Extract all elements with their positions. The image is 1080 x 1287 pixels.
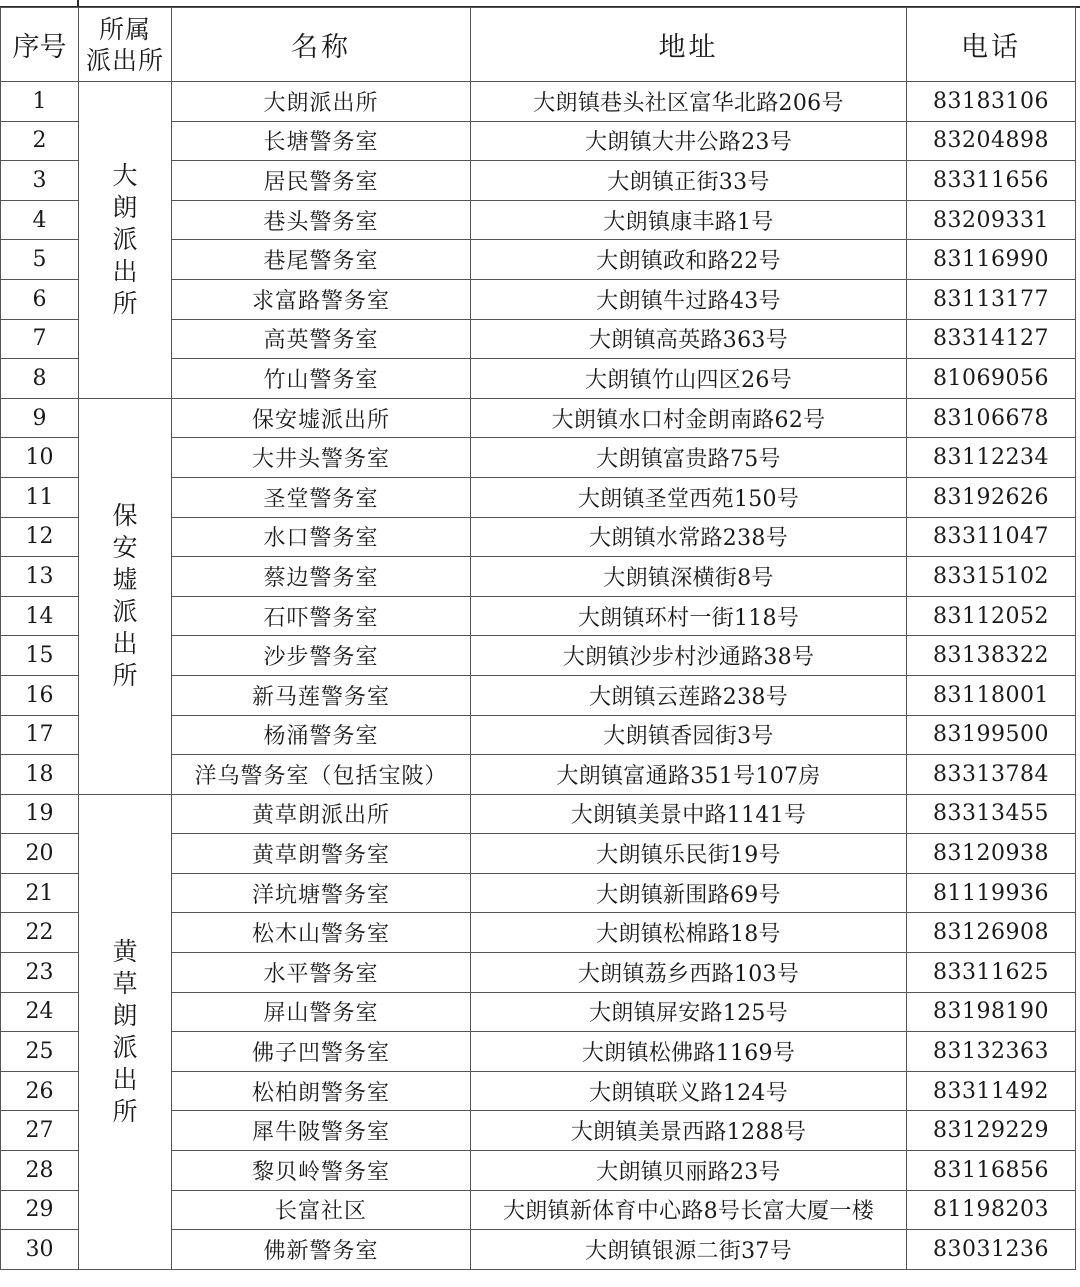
station-label-char: 出 — [112, 1064, 138, 1094]
cell-phone: 83209331 — [907, 200, 1076, 240]
cell-name: 水口警务室 — [172, 517, 471, 557]
cell-address: 大朗镇富通路351号107房 — [471, 755, 907, 795]
cell-address: 大朗镇松棉路18号 — [471, 913, 907, 953]
cell-phone: 83116990 — [907, 240, 1076, 280]
cell-index: 19 — [1, 794, 79, 834]
cell-phone: 81069056 — [907, 359, 1076, 399]
cell-address: 大朗镇新围路69号 — [471, 873, 907, 913]
cell-name: 大朗派出所 — [172, 82, 471, 122]
cell-phone: 83112234 — [907, 438, 1076, 478]
column-header-phone: 电话 — [907, 8, 1076, 82]
station-label-char: 派 — [112, 224, 138, 254]
cell-name: 求富路警务室 — [172, 279, 471, 319]
cell-phone: 83183106 — [907, 82, 1076, 122]
cell-phone: 83315102 — [907, 557, 1076, 597]
cell-index: 25 — [1, 1032, 79, 1072]
cell-index: 12 — [1, 517, 79, 557]
station-label-char: 保 — [112, 501, 138, 531]
cell-station-group — [79, 82, 172, 399]
cell-address: 大朗镇云莲路238号 — [471, 675, 907, 715]
cell-address: 大朗镇银源二街37号 — [471, 1230, 907, 1270]
cell-name: 屏山警务室 — [172, 992, 471, 1032]
table-header-row — [1, 8, 1076, 82]
cell-phone: 83311047 — [907, 517, 1076, 557]
cell-address: 大朗镇香园街3号 — [471, 715, 907, 755]
table-row — [1, 82, 1076, 122]
cell-address: 大朗镇乐民街19号 — [471, 834, 907, 874]
cell-name: 巷头警务室 — [172, 200, 471, 240]
cell-index: 24 — [1, 992, 79, 1032]
cell-phone: 83126908 — [907, 913, 1076, 953]
cell-address: 大朗镇水口村金朗南路62号 — [471, 398, 907, 438]
cell-index: 10 — [1, 438, 79, 478]
cell-phone: 83116856 — [907, 1151, 1076, 1191]
cell-address: 大朗镇政和路22号 — [471, 240, 907, 280]
cell-phone: 83138322 — [907, 636, 1076, 676]
cell-address: 大朗镇水常路238号 — [471, 517, 907, 557]
cell-phone: 83118001 — [907, 675, 1076, 715]
cell-index: 28 — [1, 1151, 79, 1191]
station-vertical-label — [112, 936, 138, 1128]
cell-name: 黄草朗警务室 — [172, 834, 471, 874]
table-row — [1, 794, 1076, 834]
cell-phone: 81198203 — [907, 1190, 1076, 1230]
cell-index: 20 — [1, 834, 79, 874]
cell-address: 大朗镇大井公路23号 — [471, 121, 907, 161]
cell-name: 圣堂警务室 — [172, 477, 471, 517]
cell-address: 大朗镇正街33号 — [471, 161, 907, 201]
cell-name: 长塘警务室 — [172, 121, 471, 161]
cell-phone: 83132363 — [907, 1032, 1076, 1072]
station-label-char: 安 — [112, 533, 138, 563]
cell-index: 4 — [1, 200, 79, 240]
cell-name: 蔡边警务室 — [172, 557, 471, 597]
cell-address: 大朗镇屏安路125号 — [471, 992, 907, 1032]
station-label-char: 草 — [112, 968, 138, 998]
cell-index: 26 — [1, 1071, 79, 1111]
station-vertical-label — [112, 160, 138, 320]
column-header-station-line1: 所属 — [98, 14, 151, 44]
cell-address: 大朗镇牛过路43号 — [471, 279, 907, 319]
cell-name: 黄草朗派出所 — [172, 794, 471, 834]
cell-index: 2 — [1, 121, 79, 161]
station-vertical-label — [112, 500, 138, 692]
cell-index: 21 — [1, 873, 79, 913]
cell-name: 长富社区 — [172, 1190, 471, 1230]
station-label-char: 大 — [112, 160, 138, 190]
cell-index: 22 — [1, 913, 79, 953]
column-header-station — [79, 8, 172, 82]
cell-index: 11 — [1, 477, 79, 517]
cell-index: 15 — [1, 636, 79, 676]
cell-name: 洋乌警务室（包括宝陂） — [172, 755, 471, 795]
cell-name: 沙步警务室 — [172, 636, 471, 676]
cell-index: 30 — [1, 1230, 79, 1270]
police-station-table — [0, 7, 1076, 1270]
cell-name: 佛新警务室 — [172, 1230, 471, 1270]
cell-phone: 83192626 — [907, 477, 1076, 517]
cell-address: 大朗镇美景西路1288号 — [471, 1111, 907, 1151]
cell-phone: 83204898 — [907, 121, 1076, 161]
cell-index: 27 — [1, 1111, 79, 1151]
cell-name: 石吓警务室 — [172, 596, 471, 636]
column-header-station-line2: 派出所 — [85, 45, 164, 75]
cell-name: 松木山警务室 — [172, 913, 471, 953]
cell-address: 大朗镇康丰路1号 — [471, 200, 907, 240]
station-label-char: 所 — [112, 1096, 138, 1126]
station-label-char: 出 — [112, 629, 138, 659]
cell-phone: 83120938 — [907, 834, 1076, 874]
cell-name: 新马莲警务室 — [172, 675, 471, 715]
cell-name: 巷尾警务室 — [172, 240, 471, 280]
cell-station-group — [79, 794, 172, 1269]
cell-phone: 83129229 — [907, 1111, 1076, 1151]
table-body — [1, 82, 1076, 1270]
cell-address: 大朗镇新体育中心路8号长富大厦一楼 — [471, 1190, 907, 1230]
cell-phone: 83199500 — [907, 715, 1076, 755]
cell-address: 大朗镇沙步村沙通路38号 — [471, 636, 907, 676]
cell-address: 大朗镇美景中路1141号 — [471, 794, 907, 834]
cell-name: 高英警务室 — [172, 319, 471, 359]
cell-phone: 83314127 — [907, 319, 1076, 359]
cell-address: 大朗镇深横街8号 — [471, 557, 907, 597]
cell-phone: 83311492 — [907, 1071, 1076, 1111]
cell-name: 松柏朗警务室 — [172, 1071, 471, 1111]
cell-name: 洋坑塘警务室 — [172, 873, 471, 913]
station-label-char: 派 — [112, 1032, 138, 1062]
cell-name: 竹山警务室 — [172, 359, 471, 399]
cell-address: 大朗镇圣堂西苑150号 — [471, 477, 907, 517]
cell-index: 23 — [1, 953, 79, 993]
cell-phone: 83106678 — [907, 398, 1076, 438]
cell-index: 29 — [1, 1190, 79, 1230]
column-header-index: 序号 — [1, 8, 79, 82]
cell-address: 大朗镇联义路124号 — [471, 1071, 907, 1111]
station-label-char: 朗 — [112, 192, 138, 222]
cell-name: 居民警务室 — [172, 161, 471, 201]
cell-address: 大朗镇贝丽路23号 — [471, 1151, 907, 1191]
cell-address: 大朗镇高英路363号 — [471, 319, 907, 359]
cell-address: 大朗镇松佛路1169号 — [471, 1032, 907, 1072]
station-label-char: 派 — [112, 597, 138, 627]
cell-station-group — [79, 398, 172, 794]
cell-address: 大朗镇竹山四区26号 — [471, 359, 907, 399]
column-header-address: 地址 — [471, 8, 907, 82]
station-label-char: 黄 — [112, 936, 138, 966]
cell-index: 14 — [1, 596, 79, 636]
cell-address: 大朗镇巷头社区富华北路206号 — [471, 82, 907, 122]
cell-index: 13 — [1, 557, 79, 597]
cell-name: 水平警务室 — [172, 953, 471, 993]
cell-phone: 83198190 — [907, 992, 1076, 1032]
cell-index: 1 — [1, 82, 79, 122]
station-label-char: 所 — [112, 661, 138, 691]
cell-phone: 81119936 — [907, 873, 1076, 913]
station-label-char: 墟 — [112, 565, 138, 595]
cell-index: 7 — [1, 319, 79, 359]
table-row — [1, 398, 1076, 438]
cell-phone: 83112052 — [907, 596, 1076, 636]
station-label-char: 所 — [112, 288, 138, 318]
cell-name: 犀牛陂警务室 — [172, 1111, 471, 1151]
station-label-char: 出 — [112, 256, 138, 286]
cell-name: 佛子凹警务室 — [172, 1032, 471, 1072]
cell-index: 5 — [1, 240, 79, 280]
cell-phone: 83113177 — [907, 279, 1076, 319]
cell-address: 大朗镇荔乡西路103号 — [471, 953, 907, 993]
cell-index: 17 — [1, 715, 79, 755]
cell-address: 大朗镇环村一街118号 — [471, 596, 907, 636]
cell-phone: 83031236 — [907, 1230, 1076, 1270]
cell-index: 16 — [1, 675, 79, 715]
station-label-char: 朗 — [112, 1000, 138, 1030]
cell-address: 大朗镇富贵路75号 — [471, 438, 907, 478]
cell-phone: 83311656 — [907, 161, 1076, 201]
cell-phone: 83313455 — [907, 794, 1076, 834]
cell-name: 黎贝岭警务室 — [172, 1151, 471, 1191]
cell-index: 18 — [1, 755, 79, 795]
cell-index: 3 — [1, 161, 79, 201]
cell-index: 9 — [1, 398, 79, 438]
cell-phone: 83313784 — [907, 755, 1076, 795]
cell-name: 保安墟派出所 — [172, 398, 471, 438]
cell-name: 大井头警务室 — [172, 438, 471, 478]
cell-name: 杨涌警务室 — [172, 715, 471, 755]
cell-index: 6 — [1, 279, 79, 319]
column-header-name: 名称 — [172, 8, 471, 82]
cell-phone: 83311625 — [907, 953, 1076, 993]
cell-index: 8 — [1, 359, 79, 399]
